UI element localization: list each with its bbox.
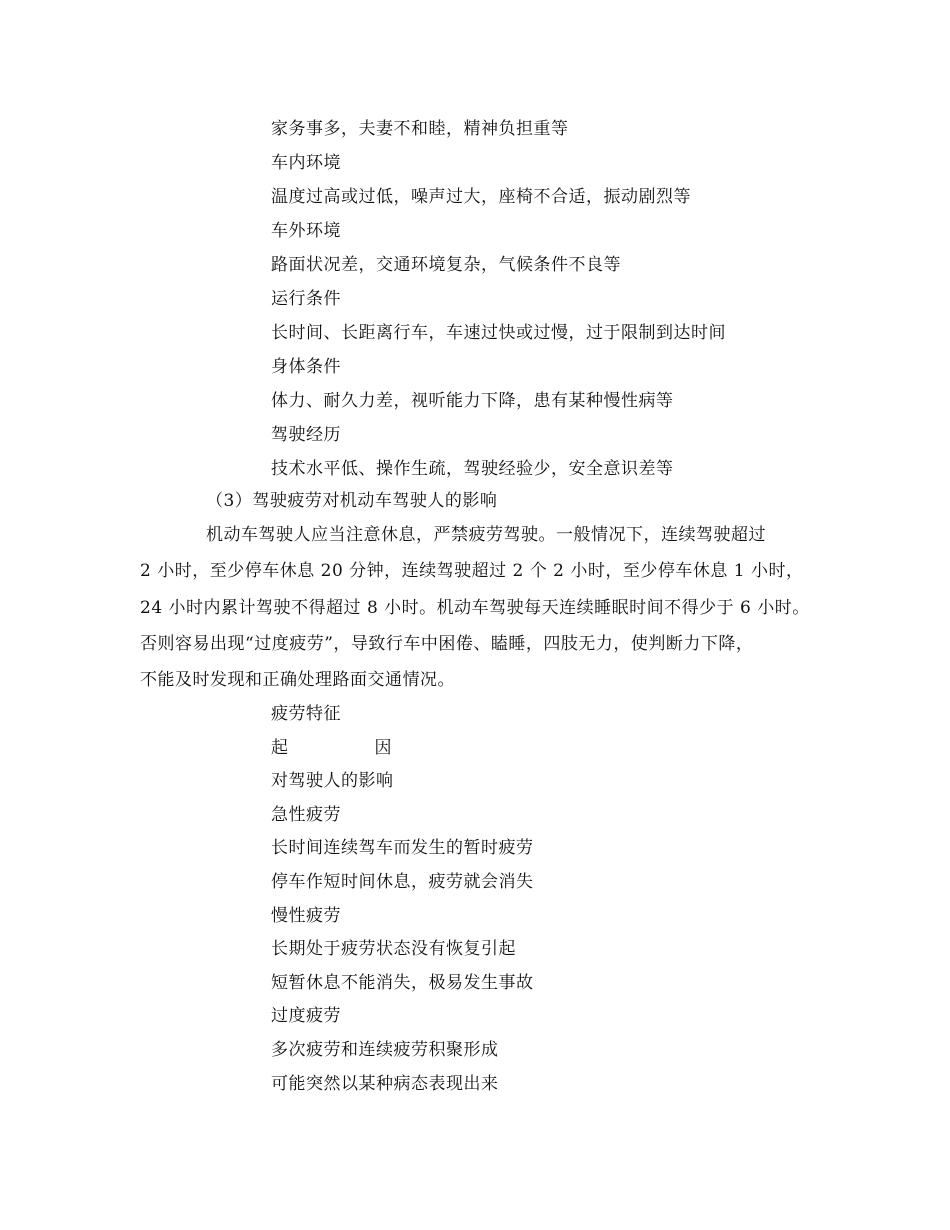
paragraph-line: 24 小时内累计驾驶不得超过 8 小时。机动车驾驶每天连续睡眠时间不得少于 6 小时。 <box>140 598 810 618</box>
table-header-col2 <box>271 737 392 759</box>
text-line: 过度疲劳 <box>271 1006 341 1026</box>
paragraph-line: 2 小时，至少停车休息 20 分钟，连续驾驶超过 2 个 2 小时，至少停车休息 1 小时， <box>140 561 804 581</box>
section-heading: （3）驾驶疲劳对机动车驾驶人的影响 <box>206 491 498 511</box>
text-line: 路面状况差，交通环境复杂，气候条件不良等 <box>271 255 621 275</box>
paragraph-line: 机动车驾驶人应当注意休息，严禁疲劳驾驶。一般情况下，连续驾驶超过 <box>206 525 766 545</box>
text-line: 身体条件 <box>271 357 341 377</box>
paragraph-line: 否则容易出现“过度疲劳”，导致行车中困倦、瞌睡，四肢无力，使判断力下降， <box>140 634 754 654</box>
text-line: 可能突然以某种病态表现出来 <box>271 1074 499 1094</box>
text-line: 家务事多，夫妻不和睦，精神负担重等 <box>271 119 569 139</box>
text-line: 运行条件 <box>271 289 341 309</box>
table-header-col3: 对驾驶人的影响 <box>271 771 394 791</box>
table-header-col1: 疲劳特征 <box>271 704 341 724</box>
table-header-col2-b: 因 <box>374 738 392 758</box>
text-line: 长时间、长距离行车，车速过快或过慢，过于限制到达时间 <box>271 323 726 343</box>
text-line: 停车作短时间休息，疲劳就会消失 <box>271 872 534 892</box>
text-line: 车内环境 <box>271 153 341 173</box>
text-line: 技术水平低、操作生疏，驾驶经验少，安全意识差等 <box>271 459 674 479</box>
text-line: 体力、耐久力差，视听能力下降，患有某种慢性病等 <box>271 391 674 411</box>
text-line: 慢性疲劳 <box>271 906 341 926</box>
table-header-col2-a: 起 <box>271 738 289 758</box>
text-line: 多次疲劳和连续疲劳积聚形成 <box>271 1040 499 1060</box>
text-line: 车外环境 <box>271 221 341 241</box>
text-line: 长期处于疲劳状态没有恢复引起 <box>271 939 516 959</box>
text-line: 短暂休息不能消失，极易发生事故 <box>271 973 534 993</box>
paragraph-line: 不能及时发现和正确处理路面交通情况。 <box>140 670 455 690</box>
text-line: 温度过高或过低，噪声过大，座椅不合适，振动剧烈等 <box>271 187 691 207</box>
text-line: 急性疲劳 <box>271 805 341 825</box>
text-line: 长时间连续驾车而发生的暂时疲劳 <box>271 838 534 858</box>
text-line: 驾驶经历 <box>271 425 341 445</box>
